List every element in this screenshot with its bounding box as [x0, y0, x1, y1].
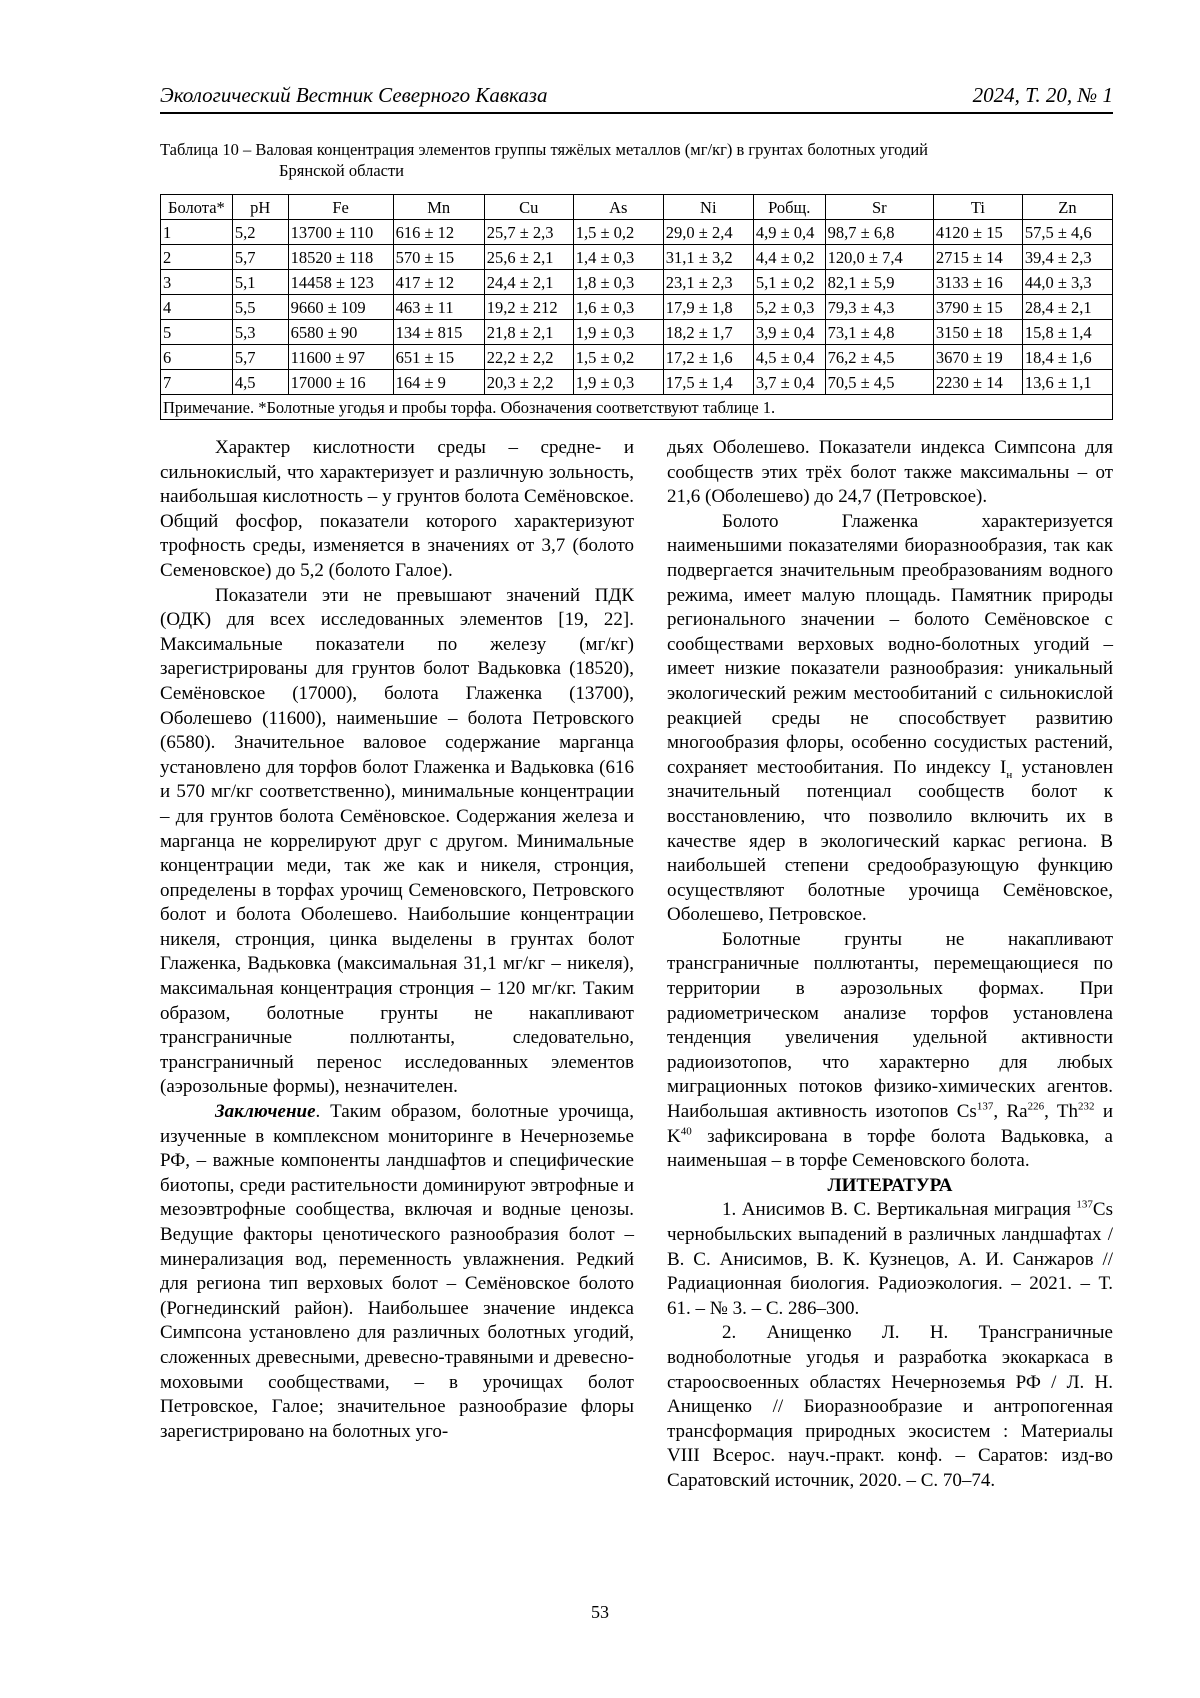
table-cell: 1,9 ± 0,3: [573, 320, 663, 345]
column-header: Ti: [933, 195, 1022, 220]
table-note: Примечание. *Болотные угодья и пробы торфа. Обозначения соответствуют таблице 1.: [161, 395, 1113, 420]
table-cell: 29,0 ± 2,4: [663, 220, 753, 245]
table-cell: 17,2 ± 1,6: [663, 345, 753, 370]
left-column: [160, 436, 634, 1444]
page-number: 53: [591, 1602, 609, 1622]
table-cell: 17,5 ± 1,4: [663, 370, 753, 395]
table-caption: [160, 139, 1113, 181]
table-cell: 11600 ± 97: [288, 345, 393, 370]
table-cell: 79,3 ± 4,3: [825, 295, 933, 320]
column-header: Mn: [393, 195, 484, 220]
table-cell: 3133 ± 16: [933, 270, 1022, 295]
table-cell: 5,5: [232, 295, 288, 320]
table-cell: 616 ± 12: [393, 220, 484, 245]
table-cell: 25,6 ± 2,1: [484, 245, 573, 270]
table-cell: 5: [161, 320, 233, 345]
table-cell: 1,4 ± 0,3: [573, 245, 663, 270]
table-cell: 1,6 ± 0,3: [573, 295, 663, 320]
conclusion-heading: Заключение: [215, 1101, 316, 1123]
table-row: [161, 295, 1113, 320]
issue-info: 2024, Т. 20, № 1: [972, 83, 1113, 107]
table-cell: 134 ± 815: [393, 320, 484, 345]
table-row: [161, 320, 1113, 345]
table-cell: 57,5 ± 4,6: [1022, 220, 1112, 245]
table-cell: 463 ± 11: [393, 295, 484, 320]
table-cell: 28,4 ± 2,1: [1022, 295, 1112, 320]
table-cell: 31,1 ± 3,2: [663, 245, 753, 270]
table-caption-line1: Таблица 10 – Валовая концентрация элементов группы тяжёлых металлов (мг/кг) в грунтах болотных угодий: [160, 140, 929, 159]
table-cell: 164 ± 9: [393, 370, 484, 395]
column-header: Cu: [484, 195, 573, 220]
running-header: [160, 82, 1113, 114]
table-cell: 18,4 ± 1,6: [1022, 345, 1112, 370]
column-header: pH: [232, 195, 288, 220]
table-cell: 22,2 ± 2,2: [484, 345, 573, 370]
table-row: [161, 345, 1113, 370]
table-cell: 651 ± 15: [393, 345, 484, 370]
table-header-row: [161, 195, 1113, 220]
table-cell: 7: [161, 370, 233, 395]
right-column: [667, 436, 1113, 1494]
table-note-row: [161, 395, 1113, 420]
table-cell: 5,3: [232, 320, 288, 345]
table-cell: 6: [161, 345, 233, 370]
table-caption-line2: Брянской области: [279, 161, 405, 180]
table-cell: 5,1: [232, 270, 288, 295]
table-cell: 417 ± 12: [393, 270, 484, 295]
table-cell: 2230 ± 14: [933, 370, 1022, 395]
table-row: [161, 270, 1113, 295]
table-cell: 70,5 ± 4,5: [825, 370, 933, 395]
table-cell: 9660 ± 109: [288, 295, 393, 320]
paragraph: Болотные грунты не накапливают трансграничные поллютанты, перемещающиеся по территории в аэрозольных формах. При радиометрическом анализе торфов установлена тенденция увеличения удельной активности радиоизотопов, что характерно для любых миграционных потоков физико-химических агентов. Наибольшая активность изотопов Cs$^{137}$, Ra$^{226}$, Th$^{232}$ и $K^{40}$ зафиксирована в торфе болота Вадьковка, а наименьшая – в торфе Семеновского болота.: [667, 928, 1114, 1172]
table-cell: 73,1 ± 4,8: [825, 320, 933, 345]
table-cell: 4120 ± 15: [933, 220, 1022, 245]
table-cell: 98,7 ± 6,8: [825, 220, 933, 245]
table-cell: 4,9 ± 0,4: [753, 220, 825, 245]
table-cell: 20,3 ± 2,2: [484, 370, 573, 395]
table-cell: 4: [161, 295, 233, 320]
table-cell: 6580 ± 90: [288, 320, 393, 345]
table-cell: 14458 ± 123: [288, 270, 393, 295]
paragraph: Показатели эти не превышают значений ПДК (ОДК) для всех исследованных элементов [19, 22]. Максимальные показатели по железу (мг/кг) зарегистрированы для грунтов болот Вадьковка (18520), Семёновское (17000), болота Глаженка (13700), Оболешево (11600), наименьшие – болота Петровского (6580). Значительное валовое содержание марганца установлено для торфов болот Глаженка и Вадьковка (616 и 570 мг/кг соответственно), минимальные концентрации – для грунтов болота Семёновское. Содержания железа и марганца не коррелируют друг с другом. Минимальные концентрации меди, так же как и никеля, стронция, определены в торфах урочищ Семеновского, Петровского болот и болота Оболешево. Наибольшие концентрации никеля, стронция, цинка выделены в грунтах болот Глаженка, Вадьковка (максимальная 31,1 мг/кг – никеля), максимальная концентрация стронция – 120 мг/кг. Таким образом, болотные грунты не накапливают трансграничные поллютанты, следовательно, трансграничный перенос исследованных элементов (аэрозольные формы), незначителен.: [160, 584, 634, 1098]
paragraph: Характер кислотности среды – средне- и сильнокислый, что характеризует и различную зольность, наибольшая кислотность – у грунтов болота Семёновское. Общий фосфор, показатели которого характеризуют трофность среды, изменяется в значениях от 3,7 (болото Семеновское) до 5,2 (болото Галое).: [160, 437, 634, 581]
table-cell: 44,0 ± 3,3: [1022, 270, 1112, 295]
paragraph: дьях Оболешево. Показатели индекса Симпсона для сообществ этих трёх болот также максимальны – от 21,6 (Оболешево) до 24,7 (Петровское).: [667, 437, 1113, 508]
table-cell: 3670 ± 19: [933, 345, 1022, 370]
table-cell: 5,7: [232, 245, 288, 270]
column-header: Ni: [663, 195, 753, 220]
table-cell: 2715 ± 14: [933, 245, 1022, 270]
column-header: As: [573, 195, 663, 220]
reference-item: 1. Анисимов В. С. Вертикальная миграция $^{137}$Cs чернобыльских выпадений в различных ландшафтах / В. С. Анисимов, В. К. Кузнецов, А. И. Санжаров // Радиационная биология. Радиоэкология. – 2021. – Т. 61. – № 3. – С. 286–300.: [667, 1199, 1113, 1319]
table-cell: 24,4 ± 2,1: [484, 270, 573, 295]
reference-item: 2. Анищенко Л. Н. Трансграничные водноболотные угодья и разработка экокаркаса в староосвоенных областях Нечерноземья РФ / Л. Н. Анищенко // Биоразнообразие и антропогенная трансформация природных экосистем : Материалы VIII Всерос. науч.-практ. конф. – Саратов: изд-во Саратовский источник, 2020. – С. 70–74.: [667, 1322, 1113, 1491]
table-cell: 17000 ± 16: [288, 370, 393, 395]
table-cell: 21,8 ± 2,1: [484, 320, 573, 345]
table-cell: 17,9 ± 1,8: [663, 295, 753, 320]
table-cell: 13,6 ± 1,1: [1022, 370, 1112, 395]
table-cell: 5,1 ± 0,2: [753, 270, 825, 295]
table-cell: 76,2 ± 4,5: [825, 345, 933, 370]
table-cell: 570 ± 15: [393, 245, 484, 270]
heavy-metals-table: [160, 194, 1113, 420]
table-cell: 15,8 ± 1,4: [1022, 320, 1112, 345]
table-cell: 1,5 ± 0,2: [573, 345, 663, 370]
journal-title: Экологический Вестник Северного Кавказа: [160, 83, 548, 107]
table-cell: 5,2 ± 0,3: [753, 295, 825, 320]
table-cell: 18520 ± 118: [288, 245, 393, 270]
table-cell: 1,8 ± 0,3: [573, 270, 663, 295]
table-cell: 4,5 ± 0,4: [753, 345, 825, 370]
table-cell: 13700 ± 110: [288, 220, 393, 245]
table-cell: 120,0 ± 7,4: [825, 245, 933, 270]
table-cell: 25,7 ± 2,3: [484, 220, 573, 245]
table-cell: 1,9 ± 0,3: [573, 370, 663, 395]
conclusion-paragraph: Заключение. Таким образом, болотные урочища, изученные в комплексном мониторинге в Нечерноземье РФ, – важные компоненты ландшафтов и специфические биотопы, среди растительности доминируют эвтрофные и мезоэвтрофные сообщества, включая и водные ценозы. Ведущие факторы ценотического разнообразия болот – минерализация вод, переменность увлажнения. Редкий для региона тип верховых болот – Семёновское болото (Рогнединский район). Наибольшее значение индекса Симпсона установлено для различных болотных угодий, сложенных древесными, древесно-травяными и древесно-моховыми сообществами, – в урочищах болот Петровское, Галое; значительное разнообразие флоры зарегистрировано на болотных уго-: [160, 1101, 634, 1442]
table-cell: 5,7: [232, 345, 288, 370]
table-cell: 1: [161, 220, 233, 245]
column-header: Болота*: [161, 195, 233, 220]
table-cell: 5,2: [232, 220, 288, 245]
table-cell: 3: [161, 270, 233, 295]
paragraph: Болото Глаженка характеризуется наименьшими показателями биоразнообразия, так как подвергается значительным преобразованиям водного режима, имеет малую площадь. Памятник природы регионального значении – болото Семёновское с сообществами верховых водно-болотных угодий – имеет низкие показатели разнообразия: уникальный экологический режим местообитаний с сильнокислой реакцией среды не способствует развитию многообразия флоры, особенно сосудистых растений, сохраняет местообитания. По индексу $I_н$ установлен значительный потенциал сообществ болот к восстановлению, что позволило включить их в качестве ядер в экологический каркас региона. В наибольшей степени средообразующую функцию осуществляют болотные урочища Семёновское, Оболешево, Петровское.: [667, 510, 1113, 926]
column-header: Fe: [288, 195, 393, 220]
table-row: [161, 370, 1113, 395]
table-cell: 23,1 ± 2,3: [663, 270, 753, 295]
table-row: [161, 245, 1113, 270]
table-cell: 3,9 ± 0,4: [753, 320, 825, 345]
table-cell: 19,2 ± 212: [484, 295, 573, 320]
table-row: [161, 220, 1113, 245]
references-heading: ЛИТЕРАТУРА: [827, 1174, 953, 1196]
column-header: Sr: [825, 195, 933, 220]
table-cell: 1,5 ± 0,2: [573, 220, 663, 245]
table-cell: 4,5: [232, 370, 288, 395]
table-cell: 3,7 ± 0,4: [753, 370, 825, 395]
table-cell: 18,2 ± 1,7: [663, 320, 753, 345]
table-cell: 82,1 ± 5,9: [825, 270, 933, 295]
table-cell: 39,4 ± 2,3: [1022, 245, 1112, 270]
column-header: Zn: [1022, 195, 1112, 220]
table-cell: 4,4 ± 0,2: [753, 245, 825, 270]
table-cell: 3150 ± 18: [933, 320, 1022, 345]
column-header: Робщ.: [753, 195, 825, 220]
table-cell: 2: [161, 245, 233, 270]
table-cell: 3790 ± 15: [933, 295, 1022, 320]
